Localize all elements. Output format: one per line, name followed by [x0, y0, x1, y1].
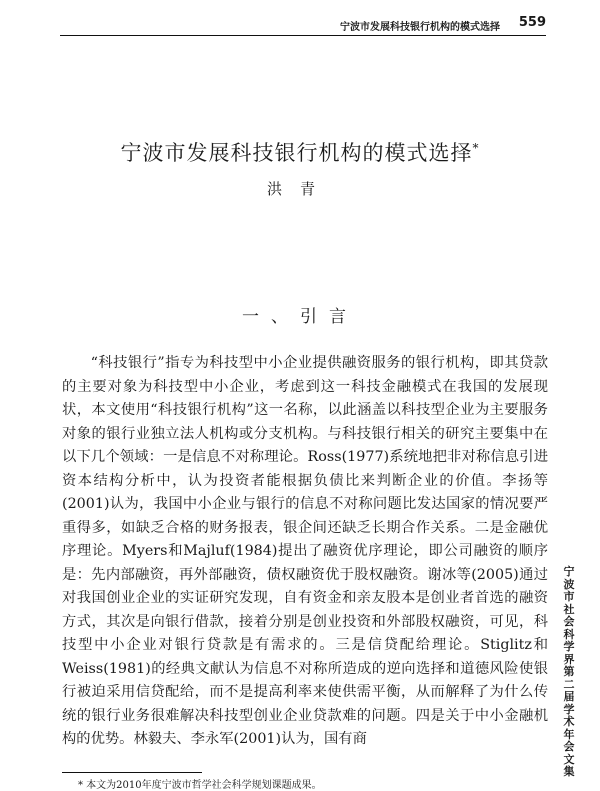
- section-heading: 一、引言: [242, 307, 358, 327]
- running-title: 宁波市发展科技银行机构的模式选择: [340, 22, 500, 33]
- footnote: * 本文为2010年度宁波市哲学社会科学规划课题成果。: [78, 780, 322, 791]
- title-footnote-mark: *: [472, 141, 480, 155]
- article-title-text: 宁波市发展科技银行机构的模式选择: [120, 141, 473, 165]
- author: 洪青: [266, 180, 333, 198]
- paragraph: “科技银行”指专为科技型中小企业提供融资服务的银行机构，即其贷款的主要对象为科技型中小企业，考虑到这一科技金融模式在我国的发展现状，本文使用“科技银行机构”这一名称，以此涵盖以科技型企业为主要服务对象的银行业独立法人机构或分支机构。与科技银行相关的研究主要集中在以下几个领域：一是信息不对称理论。Ross(1977)系统地把非对称信息引进资本结构分析中，认为投资者能根据负债比来判断企业的价值。李扬等(2001)认为，我国中小企业与银行的信息不对称问题比发达国家的情况要严重得多，如缺乏合格的财务报表，银企间还缺乏长期合作关系。二是金融优序理论。Myers和Majluf(1984)提出了融资优序理论，即公司融资的顺序是：先内部融资，再外部融资，债权融资优于股权融资。谢冰等(2005)通过对我国创业企业的实证研究发现，自有资金和亲友股本是创业者首选的融资方式，其次是向银行借款，接着分别是创业投资和外部股权融资，可见，科技型中小企业对银行贷款是有需求的。三是信贷配给理论。Stiglitz和Weiss(1981)的经典文献认为信息不对称所造成的逆向选择和道德风险使银行被迫采用信贷配给，而不是提高利率来使供需平衡，从而解释了为什么传统的银行业务很难解决科技型创业企业贷款难的问题。四是关于中小金融机构的优势。林毅夫、李永军(2001)认为，国有商: [62, 355, 548, 747]
- side-label: 宁波市社会科学界第二届学术年会文集: [563, 565, 575, 778]
- running-header: [60, 14, 546, 36]
- header-rule: [60, 35, 546, 36]
- footnote-rule: [62, 772, 202, 773]
- page-number: 559: [518, 15, 546, 30]
- article-title: [0, 137, 600, 167]
- body-text: [62, 352, 548, 752]
